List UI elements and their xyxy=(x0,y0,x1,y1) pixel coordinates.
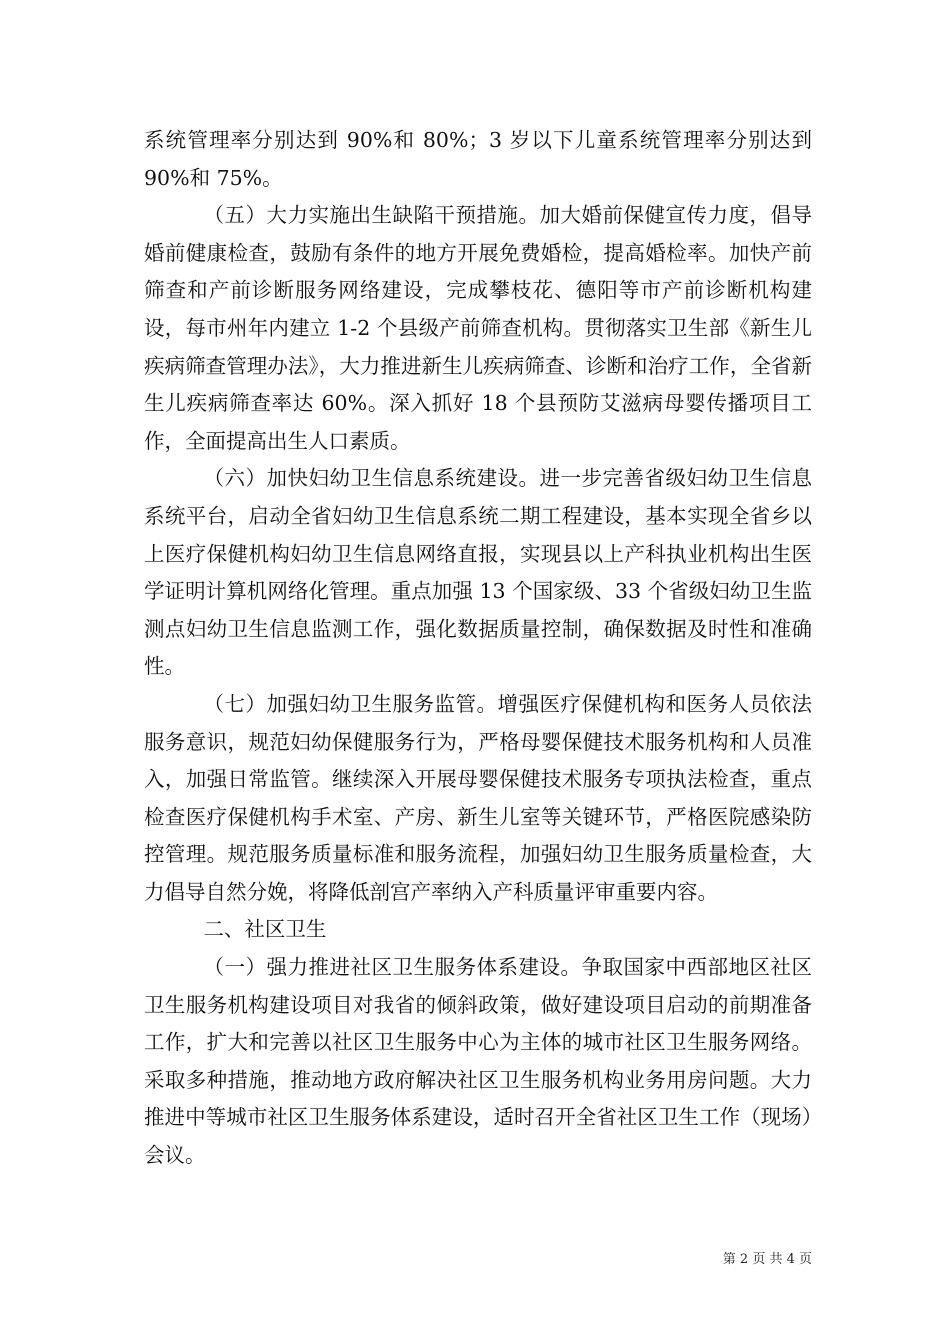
paragraph: （六）加快妇幼卫生信息系统建设。进一步完善省级妇幼卫生信息系统平台，启动全省妇幼卫生信息系统二期工程建设，基本实现全省乡以上医疗保健机构妇幼卫生信息网络直报，实现县以上产科执业机构出生医学证明计算机网络化管理。重点加强 13 个国家级、33 个省级妇幼卫生监测点妇幼卫生信息监测工作，强化数据质量控制，确保数据及时性和准确性。 xyxy=(144,466,812,679)
document-body xyxy=(144,122,812,1175)
paragraph: 系统管理率分别达到 90%和 80%；3 岁以下儿童系统管理率分别达到 90%和 75%。 xyxy=(144,128,812,190)
paragraph: （五）大力实施出生缺陷干预措施。加大婚前保健宣传力度，倡导婚前健康检查，鼓励有条件的地方开展免费婚检，提高婚检率。加快产前筛查和产前诊断服务网络建设，完成攀枝花、德阳等市产前诊断机构建设，每市州年内建立 1-2 个县级产前筛查机构。贯彻落实卫生部《新生儿疾病筛查管理办法》，大力推进新生儿疾病筛查、诊断和治疗工作，全省新生儿疾病筛查率达 60%。深入抓好 18 个县预防艾滋病母婴传播项目工作，全面提高出生人口素质。 xyxy=(144,203,812,453)
page-number: 第 2 页 共 4 页 xyxy=(722,1252,812,1267)
section-heading: 二、社区卫生 xyxy=(203,917,327,942)
paragraph: （一）强力推进社区卫生服务体系建设。争取国家中西部地区社区卫生服务机构建设项目对我省的倾斜政策，做好建设项目启动的前期准备工作，扩大和完善以社区卫生服务中心为主体的城市社区卫生服务网络。采取多种措施，推动地方政府解决社区卫生服务机构业务用房问题。大力推进中等城市社区卫生服务体系建设，适时召开全省社区卫生工作（现场）会议。 xyxy=(144,955,812,1168)
paragraph: （七）加强妇幼卫生服务监管。增强医疗保健机构和医务人员依法服务意识，规范妇幼保健服务行为，严格母婴保健技术服务机构和人员准入，加强日常监管。继续深入开展母婴保健技术服务专项执法检查，重点检查医疗保健机构手术室、产房、新生儿室等关键环节，严格医院感染防控管理。规范服务质量标准和服务流程，加强妇幼卫生服务质量检查，大力倡导自然分娩，将降低剖宫产率纳入产科质量评审重要内容。 xyxy=(144,691,812,904)
